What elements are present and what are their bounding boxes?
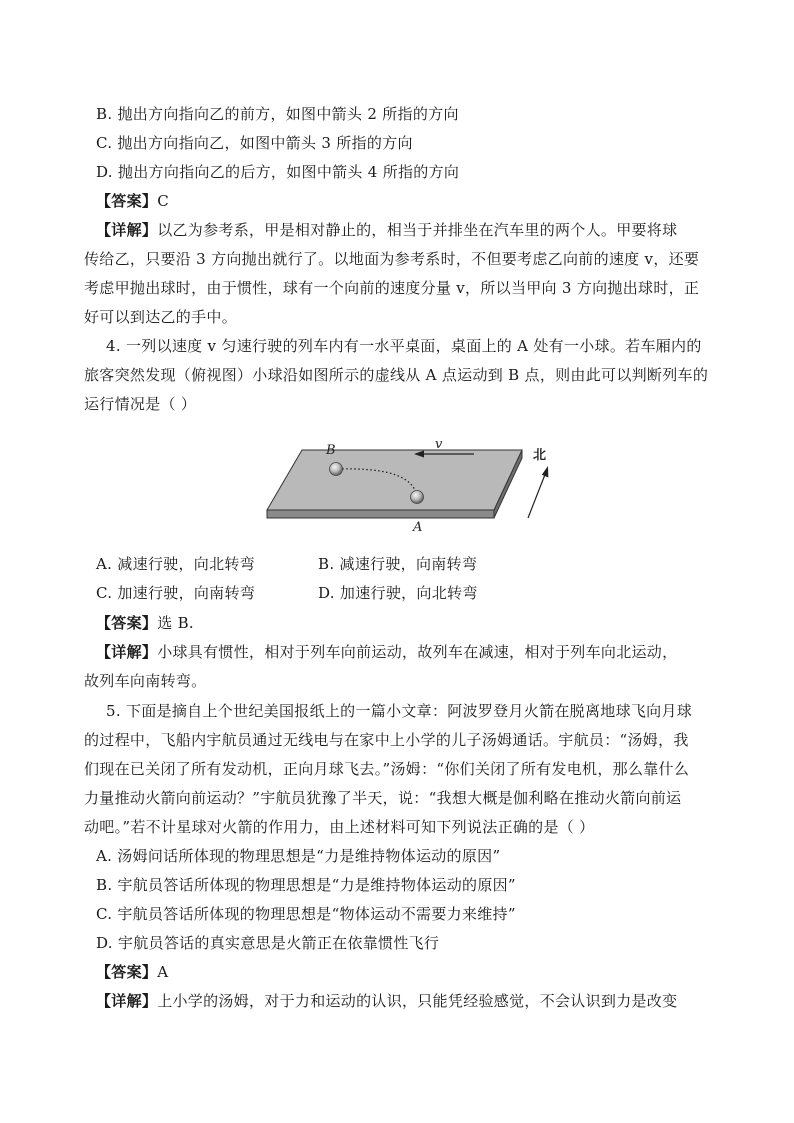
answer-value: A [157, 963, 169, 981]
label-north: 北 [533, 448, 547, 463]
answer-label: 【答案】 [96, 192, 158, 210]
q5-stem-line: 动吧。”若不计星球对火箭的作用力，由上述材料可知下列说法正确的是（ ） [84, 818, 595, 836]
label-a: A [413, 520, 423, 532]
q4-stem-line: 4. 一列以速度 v 匀速行驶的列车内有一水平桌面，桌面上的 A 处有一小球。若车厢内的 [106, 337, 702, 355]
ball-at-b [330, 463, 343, 476]
table-top [267, 450, 522, 510]
table-diagram-svg [262, 432, 562, 532]
q5-option-d: D. 宇航员答话的真实意思是火箭正在依靠惯性飞行 [96, 934, 440, 952]
q3-answer [96, 191, 169, 211]
q3-option-d: D. 抛出方向指向乙的后方，如图中箭头 4 所指的方向 [96, 163, 460, 181]
q5-stem-line: 5. 下面是摘自上个世纪美国报纸上的一篇小文章：阿波罗登月火箭在脱离地球飞向月球 [106, 702, 693, 720]
answer-value: C [157, 192, 169, 210]
q4-stem-line: 旅客突然发现（俯视图）小球沿如图所示的虚线从 A 点运动到 B 点，则由此可以判断列车的 [84, 366, 709, 384]
q3-detail-line: 传给乙，只要沿 3 方向抛出就行了。以地面为参考系时，不但要考虑乙向前的速度 v，还要 [84, 250, 700, 268]
q5-option-b: B. 宇航员答话所体现的物理思想是“力是维持物体运动的原因” [96, 876, 516, 894]
detail-label: 【详解】 [96, 221, 158, 239]
detail-label: 【详解】 [96, 643, 158, 661]
north-arrowhead [542, 466, 549, 478]
north-arrow [528, 472, 546, 518]
q4-option-a: A. 减速行驶，向北转弯 [96, 555, 255, 573]
q4-option-d: D. 加速行驶，向北转弯 [318, 584, 478, 602]
ball-at-a [411, 491, 424, 504]
q3-option-c: C. 抛出方向指向乙，如图中箭头 3 所指的方向 [96, 134, 413, 152]
q3-detail-line: 考虑甲抛出球时，由于惯性，球有一个向前的速度分量 v，所以当甲向 3 方向抛出球时，正 [84, 279, 700, 297]
q4-option-b: B. 减速行驶，向南转弯 [318, 555, 478, 573]
q4-detail-line: 【详解】小球具有惯性，相对于列车向前运动，故列车在减速，相对于列车向北运动， [96, 643, 678, 661]
q3-option-b: B. 抛出方向指向乙的前方，如图中箭头 2 所指的方向 [96, 105, 459, 123]
q4-stem-line: 运行情况是（ ） [84, 395, 197, 413]
q5-option-c: C. 宇航员答话所体现的物理思想是“物体运动不需要力来维持” [96, 905, 516, 923]
q4-option-c: C. 加速行驶，向南转弯 [96, 584, 256, 602]
q4-detail-line: 故列车向南转弯。 [84, 672, 207, 690]
q3-detail-line: 好可以到达乙的手中。 [84, 308, 238, 326]
label-v: v [435, 437, 443, 452]
label-b: B [326, 443, 336, 458]
q5-option-a: A. 汤姆问话所体现的物理思想是“力是维持物体运动的原因” [96, 847, 501, 865]
answer-value: 选 B. [157, 614, 194, 632]
q5-stem-line: 力量推动火箭向前运动？”宇航员犹豫了半天，说：“我想大概是伽利略在推动火箭向前运 [84, 789, 682, 807]
q5-answer [96, 962, 168, 982]
q5-stem-line: 们现在已关闭了所有发动机，正向月球飞去。”汤姆：“你们关闭了所有发电机，那么靠什么 [84, 760, 690, 778]
answer-label: 【答案】 [96, 963, 158, 981]
answer-label: 【答案】 [96, 614, 158, 632]
table-edge [267, 510, 494, 518]
train-table-figure [262, 432, 562, 532]
detail-label: 【详解】 [96, 992, 158, 1010]
q5-detail-line: 【详解】上小学的汤姆，对于力和运动的认识，只能凭经验感觉，不会认识到力是改变 [96, 992, 678, 1010]
q5-stem-line: 的过程中，飞船内宇航员通过无线电与在家中上小学的儿子汤姆通话。宇航员：“汤姆，我 [84, 731, 689, 749]
q3-detail-line: 【详解】以乙为参考系，甲是相对静止的，相当于并排坐在汽车里的两个人。甲要将球 [96, 221, 678, 239]
q4-answer [96, 613, 194, 633]
